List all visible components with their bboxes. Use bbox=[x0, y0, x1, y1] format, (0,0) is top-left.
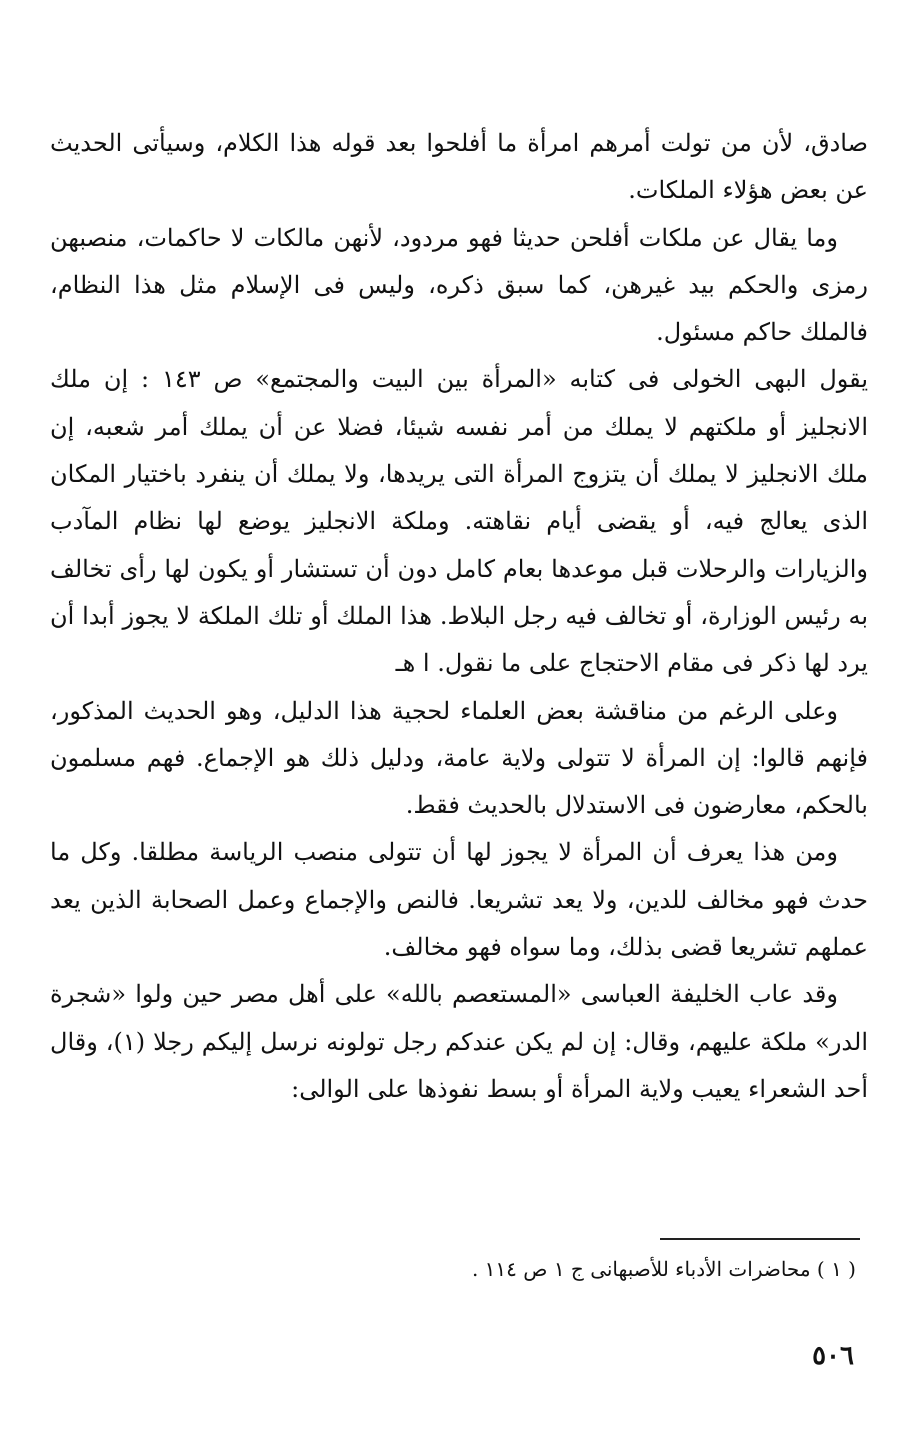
paragraph: يقول البهى الخولى فى كتابه «المرأة بين البيت والمجتمع» ص ١٤٣ : إن ملك الانجليز أو ملكتهم لا يملك من أمر نفسه شيئا، فضلا عن أن يملك أمر شعبه، إن ملك الانجليز لا يملك أن يتزوج المرأة التى يريدها، ولا يملك أن ينفرد باختيار المكان الذى يعالج فيه، أو يقضى أيام نقاهته. وملكة الانجليز يوضع لها نظام المآدب والزيارات والرحلات قبل موعدها بعام كامل دون أن تستشار أو يكون لها رأى تخالف به رئيس الوزارة، أو تخالف فيه رجل البلاط. هذا الملك أو تلك الملكة لا يجوز أبدا أن يرد لها ذكر فى مقام الاحتجاج على ما نقول. ا هـ bbox=[50, 365, 868, 678]
paragraph: ومن هذا يعرف أن المرأة لا يجوز لها أن تتولى منصب الرياسة مطلقا. وكل ما حدث فهو مخالف للدين، ولا يعد تشريعا. فالنص والإجماع وعمل الصحابة الذين يعد عملهم تشريعا قضى بذلك، وما سواه فهو مخالف. bbox=[50, 838, 868, 962]
footnote-divider bbox=[660, 1238, 860, 1240]
paragraph: وقد عاب الخليفة العباسى «المستعصم بالله» على أهل مصر حين ولوا «شجرة الدر» ملكة عليهم، وقال: إن لم يكن عندكم رجل تولونه نرسل إليكم رجلا (١)، وقال أحد الشعراء يعيب ولاية المرأة أو بسط نفوذها على الوالى: bbox=[50, 980, 868, 1103]
body-text bbox=[50, 120, 868, 1113]
paragraph: وما يقال عن ملكات أفلحن حديثا فهو مردود، لأنهن مالكات لا حاكمات، منصبهن رمزى والحكم بيد غيرهن، كما سبق ذكره، وليس فى الإسلام مثل هذا النظام، فالملك حاكم مسئول. bbox=[50, 223, 868, 347]
page-number: ٥٠٦ bbox=[812, 1341, 854, 1371]
paragraph: وعلى الرغم من مناقشة بعض العلماء لحجية هذا الدليل، وهو الحديث المذكور، فإنهم قالوا: إن المرأة لا تتولى ولاية عامة، ودليل ذلك هو الإجماع. فهم مسلمون بالحكم، معارضون فى الاستدلال بالحديث فقط. bbox=[50, 696, 868, 820]
footnote: ( ١ ) محاضرات الأدباء للأصبهانى ج ١ ص ١١٤ . bbox=[471, 1257, 856, 1281]
paragraph: صادق، لأن من تولت أمرهم امرأة ما أفلحوا بعد قوله هذا الكلام، وسيأتى الحديث عن بعض هؤلاء الملكات. bbox=[50, 129, 868, 205]
